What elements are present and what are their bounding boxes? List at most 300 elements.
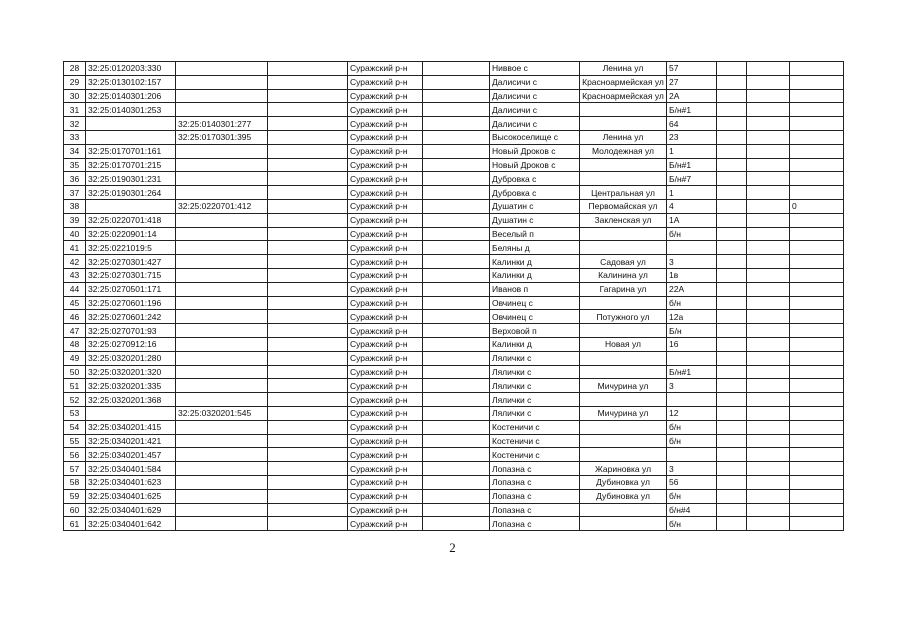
empty-cell [423, 503, 490, 517]
empty-cell [747, 351, 790, 365]
cadastral-number-alt-cell [176, 213, 268, 227]
empty-cell [268, 144, 348, 158]
district-cell: Суражский р-н [348, 158, 423, 172]
empty-cell [747, 324, 790, 338]
district-cell: Суражский р-н [348, 241, 423, 255]
table-row [64, 489, 844, 503]
cadastral-number-alt-cell [176, 186, 268, 200]
cadastral-number-cell: 32:25:0270301:427 [86, 255, 176, 269]
row-number-cell: 34 [64, 144, 86, 158]
street-cell: Красноармейская ул [580, 89, 667, 103]
street-cell [580, 365, 667, 379]
empty-cell [423, 489, 490, 503]
district-cell: Суражский р-н [348, 117, 423, 131]
locality-cell: Лялички с [490, 351, 580, 365]
empty-cell [747, 186, 790, 200]
empty-cell [268, 89, 348, 103]
value-cell [790, 393, 844, 407]
table-row [64, 475, 844, 489]
empty-cell [747, 117, 790, 131]
empty-cell [717, 172, 747, 186]
table-row [64, 365, 844, 379]
table-row [64, 89, 844, 103]
empty-cell [268, 282, 348, 296]
street-cell [580, 324, 667, 338]
value-cell [790, 282, 844, 296]
table-row [64, 393, 844, 407]
district-cell: Суражский р-н [348, 406, 423, 420]
cadastral-number-alt-cell [176, 393, 268, 407]
row-number-cell: 54 [64, 420, 86, 434]
cadastral-number-cell: 32:25:0140301:206 [86, 89, 176, 103]
street-cell: Потужного ул [580, 310, 667, 324]
row-number-cell: 59 [64, 489, 86, 503]
street-cell [580, 103, 667, 117]
cadastral-number-cell [86, 406, 176, 420]
empty-cell [423, 351, 490, 365]
row-number-cell: 42 [64, 255, 86, 269]
street-cell [580, 393, 667, 407]
empty-cell [747, 489, 790, 503]
street-cell: Мичурина ул [580, 379, 667, 393]
row-number-cell: 52 [64, 393, 86, 407]
street-cell [580, 158, 667, 172]
row-number-cell: 29 [64, 75, 86, 89]
value-cell [790, 337, 844, 351]
empty-cell [717, 324, 747, 338]
empty-cell [268, 75, 348, 89]
row-number-cell: 61 [64, 517, 86, 531]
empty-cell [268, 393, 348, 407]
empty-cell [717, 199, 747, 213]
locality-cell: Лялички с [490, 406, 580, 420]
cadastral-number-cell: 32:25:0220901:14 [86, 227, 176, 241]
table-row [64, 172, 844, 186]
table-row [64, 227, 844, 241]
empty-cell [423, 186, 490, 200]
empty-cell [717, 462, 747, 476]
value-cell [790, 255, 844, 269]
cadastral-number-cell: 32:25:0270501:171 [86, 282, 176, 296]
cadastral-number-alt-cell [176, 268, 268, 282]
locality-cell: Новый Дроков с [490, 158, 580, 172]
empty-cell [268, 62, 348, 76]
district-cell: Суражский р-н [348, 365, 423, 379]
cadastral-number-alt-cell [176, 75, 268, 89]
street-cell [580, 351, 667, 365]
empty-cell [423, 158, 490, 172]
house-number-cell [667, 241, 717, 255]
value-cell [790, 503, 844, 517]
value-cell: 0 [790, 199, 844, 213]
cadastral-number-alt-cell [176, 434, 268, 448]
empty-cell [747, 144, 790, 158]
cadastral-number-alt-cell [176, 103, 268, 117]
table-row [64, 503, 844, 517]
empty-cell [268, 462, 348, 476]
street-cell: Гагарина ул [580, 282, 667, 296]
house-number-cell: 1 [667, 144, 717, 158]
value-cell [790, 351, 844, 365]
cadastral-number-cell: 32:25:0130102:157 [86, 75, 176, 89]
locality-cell: Беляны д [490, 241, 580, 255]
street-cell: Мичурина ул [580, 406, 667, 420]
locality-cell: Далисичи с [490, 89, 580, 103]
value-cell [790, 172, 844, 186]
cadastral-number-alt-cell: 32:25:0170301:395 [176, 130, 268, 144]
empty-cell [717, 282, 747, 296]
value-cell [790, 213, 844, 227]
empty-cell [717, 103, 747, 117]
empty-cell [423, 62, 490, 76]
empty-cell [717, 255, 747, 269]
district-cell: Суражский р-н [348, 351, 423, 365]
locality-cell: Далисичи с [490, 117, 580, 131]
district-cell: Суражский р-н [348, 89, 423, 103]
empty-cell [717, 296, 747, 310]
empty-cell [747, 475, 790, 489]
house-number-cell: 12а [667, 310, 717, 324]
cadastral-number-alt-cell [176, 296, 268, 310]
registry-table [63, 61, 844, 531]
street-cell [580, 434, 667, 448]
cadastral-number-cell: 32:25:0220701:418 [86, 213, 176, 227]
empty-cell [268, 172, 348, 186]
row-number-cell: 50 [64, 365, 86, 379]
empty-cell [268, 158, 348, 172]
empty-cell [423, 393, 490, 407]
house-number-cell: 27 [667, 75, 717, 89]
cadastral-number-cell: 32:25:0340201:415 [86, 420, 176, 434]
row-number-cell: 56 [64, 448, 86, 462]
cadastral-number-cell: 32:25:0320201:320 [86, 365, 176, 379]
cadastral-number-cell: 32:25:0320201:280 [86, 351, 176, 365]
empty-cell [747, 296, 790, 310]
house-number-cell: б/н#4 [667, 503, 717, 517]
cadastral-number-cell: 32:25:0221019:5 [86, 241, 176, 255]
table-row [64, 282, 844, 296]
cadastral-number-alt-cell [176, 379, 268, 393]
empty-cell [423, 434, 490, 448]
street-cell [580, 296, 667, 310]
house-number-cell: 1 [667, 186, 717, 200]
street-cell: Дубиновка ул [580, 489, 667, 503]
cadastral-number-alt-cell [176, 365, 268, 379]
cadastral-number-alt-cell: 32:25:0320201:545 [176, 406, 268, 420]
cadastral-number-cell: 32:25:0340401:629 [86, 503, 176, 517]
table-row [64, 420, 844, 434]
row-number-cell: 47 [64, 324, 86, 338]
street-cell: Закленская ул [580, 213, 667, 227]
row-number-cell: 57 [64, 462, 86, 476]
row-number-cell: 45 [64, 296, 86, 310]
house-number-cell [667, 393, 717, 407]
house-number-cell: 22А [667, 282, 717, 296]
empty-cell [423, 462, 490, 476]
empty-cell [268, 130, 348, 144]
house-number-cell: Б/н#7 [667, 172, 717, 186]
row-number-cell: 40 [64, 227, 86, 241]
locality-cell: Верховой п [490, 324, 580, 338]
locality-cell: Новый Дроков с [490, 144, 580, 158]
value-cell [790, 448, 844, 462]
house-number-cell: Б/н#1 [667, 103, 717, 117]
row-number-cell: 58 [64, 475, 86, 489]
empty-cell [268, 420, 348, 434]
empty-cell [423, 475, 490, 489]
house-number-cell [667, 448, 717, 462]
empty-cell [423, 241, 490, 255]
empty-cell [423, 406, 490, 420]
district-cell: Суражский р-н [348, 517, 423, 531]
empty-cell [717, 62, 747, 76]
empty-cell [747, 268, 790, 282]
cadastral-number-alt-cell [176, 241, 268, 255]
empty-cell [268, 310, 348, 324]
table-row [64, 351, 844, 365]
house-number-cell: 1в [667, 268, 717, 282]
empty-cell [747, 462, 790, 476]
empty-cell [423, 213, 490, 227]
value-cell [790, 489, 844, 503]
empty-cell [268, 379, 348, 393]
district-cell: Суражский р-н [348, 227, 423, 241]
empty-cell [268, 268, 348, 282]
street-cell [580, 503, 667, 517]
empty-cell [717, 406, 747, 420]
row-number-cell: 51 [64, 379, 86, 393]
cadastral-number-cell: 32:25:0170701:215 [86, 158, 176, 172]
street-cell: Дубиновка ул [580, 475, 667, 489]
table-row [64, 186, 844, 200]
empty-cell [268, 517, 348, 531]
value-cell [790, 434, 844, 448]
value-cell [790, 517, 844, 531]
cadastral-number-cell: 32:25:0120203:330 [86, 62, 176, 76]
empty-cell [423, 448, 490, 462]
empty-cell [717, 213, 747, 227]
district-cell: Суражский р-н [348, 282, 423, 296]
empty-cell [717, 420, 747, 434]
cadastral-number-cell: 32:25:0340401:625 [86, 489, 176, 503]
cadastral-number-alt-cell [176, 89, 268, 103]
row-number-cell: 43 [64, 268, 86, 282]
empty-cell [717, 365, 747, 379]
house-number-cell: б/н [667, 420, 717, 434]
row-number-cell: 35 [64, 158, 86, 172]
locality-cell: Далисичи с [490, 103, 580, 117]
district-cell: Суражский р-н [348, 75, 423, 89]
empty-cell [717, 186, 747, 200]
row-number-cell: 32 [64, 117, 86, 131]
empty-cell [268, 199, 348, 213]
street-cell: Ленина ул [580, 130, 667, 144]
row-number-cell: 44 [64, 282, 86, 296]
empty-cell [423, 379, 490, 393]
street-cell: Калинина ул [580, 268, 667, 282]
district-cell: Суражский р-н [348, 393, 423, 407]
value-cell [790, 365, 844, 379]
locality-cell: Лялички с [490, 379, 580, 393]
empty-cell [717, 337, 747, 351]
cadastral-number-cell: 32:25:0340401:623 [86, 475, 176, 489]
cadastral-number-alt-cell [176, 337, 268, 351]
table-row [64, 448, 844, 462]
street-cell: Жариновка ул [580, 462, 667, 476]
locality-cell: Овчинец с [490, 310, 580, 324]
empty-cell [423, 75, 490, 89]
locality-cell: Лопазна с [490, 503, 580, 517]
street-cell: Молодежная ул [580, 144, 667, 158]
table-row [64, 241, 844, 255]
value-cell [790, 144, 844, 158]
empty-cell [268, 489, 348, 503]
table-row [64, 199, 844, 213]
cadastral-number-cell: 32:25:0340401:584 [86, 462, 176, 476]
cadastral-number-alt-cell [176, 517, 268, 531]
empty-cell [747, 62, 790, 76]
empty-cell [747, 393, 790, 407]
cadastral-number-alt-cell [176, 475, 268, 489]
district-cell: Суражский р-н [348, 255, 423, 269]
table-row [64, 158, 844, 172]
locality-cell: Овчинец с [490, 296, 580, 310]
empty-cell [717, 351, 747, 365]
empty-cell [268, 296, 348, 310]
street-cell [580, 227, 667, 241]
empty-cell [423, 310, 490, 324]
value-cell [790, 158, 844, 172]
district-cell: Суражский р-н [348, 324, 423, 338]
locality-cell: Дубровка с [490, 172, 580, 186]
table-row [64, 130, 844, 144]
row-number-cell: 49 [64, 351, 86, 365]
cadastral-number-cell: 32:25:0140301:253 [86, 103, 176, 117]
cadastral-number-alt-cell [176, 448, 268, 462]
house-number-cell: б/н [667, 517, 717, 531]
cadastral-number-alt-cell [176, 420, 268, 434]
empty-cell [268, 227, 348, 241]
locality-cell: Душатин с [490, 213, 580, 227]
cadastral-number-alt-cell [176, 351, 268, 365]
value-cell [790, 296, 844, 310]
row-number-cell: 39 [64, 213, 86, 227]
empty-cell [747, 172, 790, 186]
cadastral-number-cell: 32:25:0270601:196 [86, 296, 176, 310]
table-row [64, 255, 844, 269]
empty-cell [717, 393, 747, 407]
empty-cell [423, 144, 490, 158]
empty-cell [423, 324, 490, 338]
cadastral-number-alt-cell [176, 62, 268, 76]
locality-cell: Иванов п [490, 282, 580, 296]
locality-cell: Лялички с [490, 365, 580, 379]
cadastral-number-cell: 32:25:0340201:421 [86, 434, 176, 448]
cadastral-number-cell [86, 130, 176, 144]
empty-cell [747, 379, 790, 393]
street-cell [580, 241, 667, 255]
value-cell [790, 462, 844, 476]
locality-cell: Далисичи с [490, 75, 580, 89]
locality-cell: Калинки д [490, 268, 580, 282]
district-cell: Суражский р-н [348, 296, 423, 310]
empty-cell [747, 241, 790, 255]
empty-cell [747, 255, 790, 269]
empty-cell [268, 241, 348, 255]
empty-cell [268, 213, 348, 227]
value-cell [790, 379, 844, 393]
street-cell: Ленина ул [580, 62, 667, 76]
street-cell: Центральная ул [580, 186, 667, 200]
cadastral-number-alt-cell [176, 282, 268, 296]
empty-cell [747, 282, 790, 296]
empty-cell [717, 89, 747, 103]
house-number-cell: б/н [667, 434, 717, 448]
empty-cell [747, 89, 790, 103]
cadastral-number-alt-cell: 32:25:0220701:412 [176, 199, 268, 213]
locality-cell: Дубровка с [490, 186, 580, 200]
street-cell [580, 117, 667, 131]
street-cell: Садовая ул [580, 255, 667, 269]
district-cell: Суражский р-н [348, 213, 423, 227]
empty-cell [747, 213, 790, 227]
locality-cell: Душатин с [490, 199, 580, 213]
cadastral-number-alt-cell [176, 144, 268, 158]
street-cell [580, 172, 667, 186]
empty-cell [747, 158, 790, 172]
street-cell [580, 448, 667, 462]
empty-cell [717, 144, 747, 158]
empty-cell [268, 448, 348, 462]
empty-cell [423, 117, 490, 131]
empty-cell [747, 227, 790, 241]
table-row [64, 462, 844, 476]
empty-cell [423, 365, 490, 379]
value-cell [790, 241, 844, 255]
row-number-cell: 46 [64, 310, 86, 324]
empty-cell [747, 103, 790, 117]
empty-cell [717, 489, 747, 503]
locality-cell: Высокоселище с [490, 130, 580, 144]
locality-cell: Калинки д [490, 255, 580, 269]
district-cell: Суражский р-н [348, 130, 423, 144]
value-cell [790, 310, 844, 324]
empty-cell [423, 199, 490, 213]
district-cell: Суражский р-н [348, 310, 423, 324]
table-row [64, 144, 844, 158]
table-row [64, 337, 844, 351]
value-cell [790, 324, 844, 338]
table-row [64, 268, 844, 282]
house-number-cell: б/н [667, 227, 717, 241]
house-number-cell: б/н [667, 296, 717, 310]
empty-cell [268, 103, 348, 117]
empty-cell [717, 130, 747, 144]
cadastral-number-cell: 32:25:0340201:457 [86, 448, 176, 462]
empty-cell [747, 337, 790, 351]
empty-cell [717, 268, 747, 282]
value-cell [790, 89, 844, 103]
house-number-cell: 3 [667, 379, 717, 393]
locality-cell: Ниввое с [490, 62, 580, 76]
row-number-cell: 36 [64, 172, 86, 186]
district-cell: Суражский р-н [348, 199, 423, 213]
value-cell [790, 268, 844, 282]
empty-cell [717, 475, 747, 489]
empty-cell [747, 406, 790, 420]
house-number-cell: 23 [667, 130, 717, 144]
row-number-cell: 38 [64, 199, 86, 213]
